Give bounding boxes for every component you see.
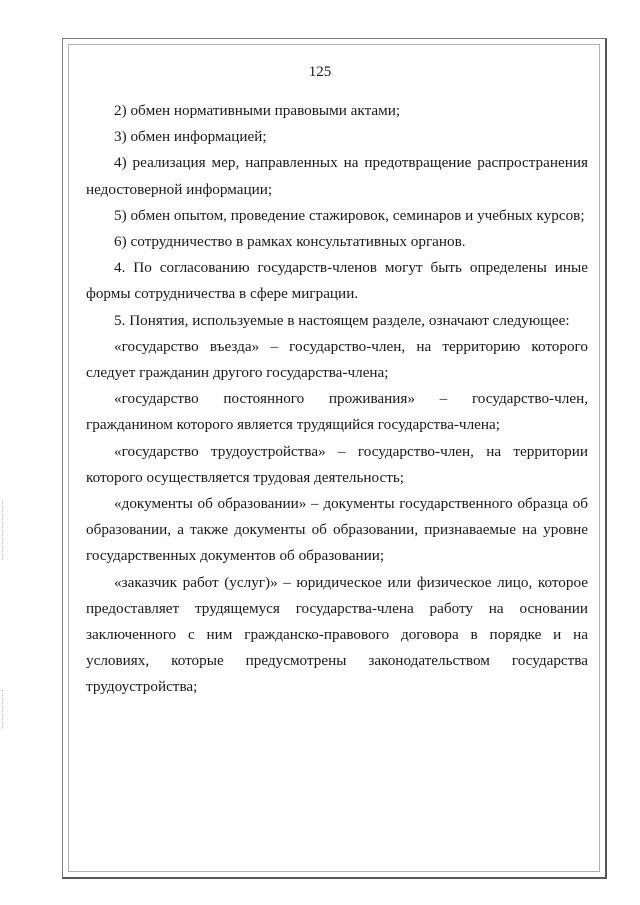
- list-item: 5) обмен опытом, проведение стажировок, семинаров и учебных курсов;: [114, 206, 585, 224]
- list-item: 4) реализация мер, направленных на предотвращение распространения недостоверной информации;: [86, 154, 588, 198]
- definition: «государство трудоустройства» – государство-член, на территории которого осуществляется трудовая деятельность;: [86, 442, 588, 486]
- definition: «документы об образовании» – документы государственного образца об образовании, а также документы об образовании, признаваемые на уровне государственных документов об образовании;: [86, 495, 588, 565]
- scan-margin-mark: [2, 500, 6, 560]
- page-number: 125: [308, 64, 332, 80]
- scan-margin-mark: [2, 690, 6, 730]
- list-item: 6) сотрудничество в рамках консультативных органов.: [114, 233, 466, 251]
- paragraph: 5. Понятия, используемые в настоящем разделе, означают следующее:: [114, 311, 570, 329]
- list-item: 3) обмен информацией;: [114, 128, 267, 146]
- definition: «заказчик работ (услуг)» – юридическое или физическое лицо, которое предоставляет трудящемуся государства-члена работу на основании заключенного с ним гражданско-правового договора в порядке и на условиях, которые предусмотрены законодательством государства трудоустройства;: [86, 573, 588, 696]
- list-item: 2) обмен нормативными правовыми актами;: [114, 102, 401, 119]
- definition: «государство постоянного проживания» – государство-член, гражданином которого является трудящийся государства-члена;: [86, 390, 588, 434]
- document-body: [86, 98, 588, 701]
- definition: «государство въезда» – государство-член, на территорию которого следует гражданин другого государства-члена;: [86, 337, 588, 382]
- paragraph: 4. По согласованию государств-членов могут быть определены иные формы сотрудничества в сфере миграции.: [86, 259, 588, 303]
